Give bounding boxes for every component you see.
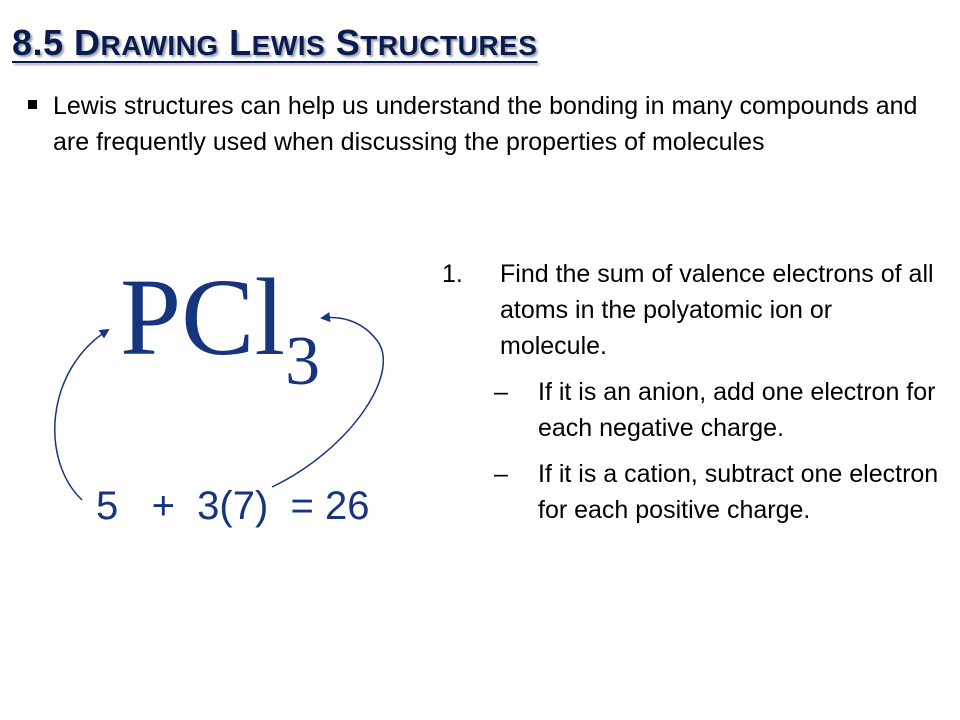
step-text: Find the sum of valence electrons of all atoms in the polyatomic ion or molecule. [500,260,934,360]
slide-title: 8.5 DRAWING LEWIS STRUCTURES [12,22,538,63]
dash-bullet: – [494,460,508,488]
formula-symbol: PCl [120,256,286,378]
sub-item-cation [442,456,942,528]
sub-item-anion [442,374,942,446]
left-arrow [55,330,108,500]
step-number: 1. [442,260,463,288]
dash-bullet: – [494,378,508,406]
right-arrow [272,318,383,487]
sub-item-text: If it is an anion, add one electron for each negative charge. [538,378,936,442]
step-item [442,256,942,364]
sub-item-text: If it is a cation, subtract one electron for each positive charge. [538,460,939,524]
intro-text: Lewis structures can help us understand the bonding in many compounds and are frequently used when discussing the properties of molecules [53,92,918,156]
valence-sum-calculation: 5 + 3(7) = 26 [96,484,370,528]
formula-subscript: 3 [285,323,321,400]
steps-list [442,256,942,528]
